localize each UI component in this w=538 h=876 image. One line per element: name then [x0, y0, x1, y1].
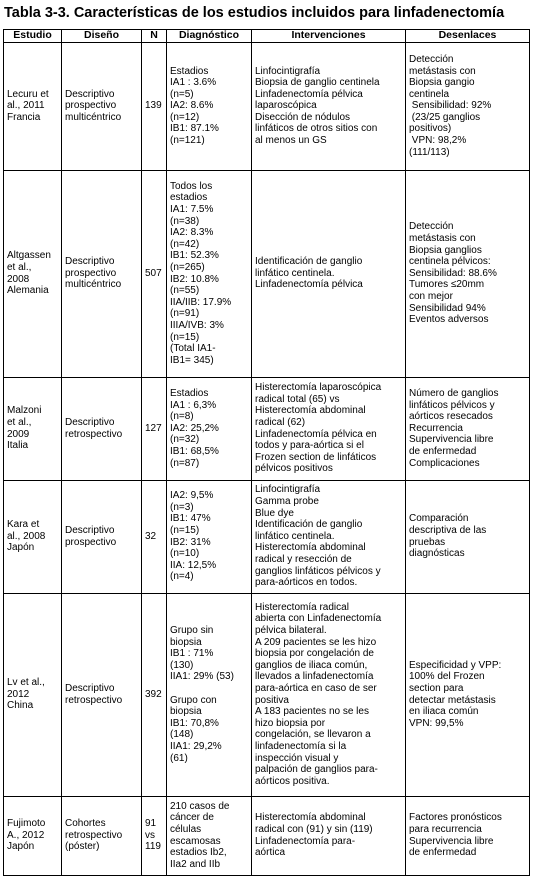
cell-n: 507: [142, 170, 167, 377]
table-row: [4, 593, 530, 796]
cell-diseno: Cohortes retrospectivo (póster): [62, 796, 142, 875]
cell-diagnostico: Estadios IA1 : 3.6% (n=5) IA2: 8.6% (n=12) IB1: 87.1% (n=121): [167, 42, 252, 170]
header-row: [4, 30, 530, 43]
cell-desenlaces: Factores pronósticos para recurrencia Supervivencia libre de enfermedad: [406, 796, 530, 875]
cell-diseno: Descriptivo prospectivo multicéntrico: [62, 170, 142, 377]
cell-diseno: Descriptivo retrospectivo: [62, 377, 142, 480]
table-row: [4, 796, 530, 875]
cell-estudio: Altgassen et al., 2008 Alemania: [4, 170, 62, 377]
table-title: Tabla 3-3. Características de los estudios incluidos para linfadenectomía: [4, 5, 505, 21]
cell-n: 32: [142, 480, 167, 593]
header-intervenciones: Intervenciones: [252, 30, 406, 43]
cell-intervenciones: Histerectomía radical abierta con Linfadenectomía pélvica bilateral. A 209 pacientes se les hizo biopsia por congelación de ganglios de iliaca común, llevados a linfadenectomía para-aórtica en caso de ser positiva A 183 pacientes no se les hizo biopsia por congelación, se llevaron a linfadenectomía si la inspección visual y palpación de ganglios para- aórticos positiva.: [252, 593, 406, 796]
cell-n: 91 vs 119: [142, 796, 167, 875]
cell-desenlaces: Comparación descriptiva de las pruebas diagnósticas: [406, 480, 530, 593]
cell-diagnostico: Grupo sin biopsia IB1 : 71% (130) IIA1: 29% (53) Grupo con biopsia IB1: 70,8% (148) IIA1: 29,2% (61): [167, 593, 252, 796]
cell-desenlaces: Detección metástasis con Biopsia ganglios centinela pélvicos: Sensibilidad: 88.6% Tumores ≤20mm con mejor Sensibilidad 94% Eventos adversos: [406, 170, 530, 377]
cell-diseno: Descriptivo prospectivo multicéntrico: [62, 42, 142, 170]
cell-intervenciones: Histerectomía laparoscópica radical total (65) vs Histerectomía abdominal radical (62) Linfadenectomía pélvica en todos y para-aórtica si el Frozen section de linfáticos pélvicos positivos: [252, 377, 406, 480]
cell-intervenciones: Linfocintigrafía Biopsia de ganglio centinela Linfadenectomía pélvica laparoscópica Disección de nódulos linfáticos de otros sitios con al menos un GS: [252, 42, 406, 170]
cell-diagnostico: 210 casos de cáncer de células escamosas estadios Ib2, IIa2 and IIb: [167, 796, 252, 875]
cell-diseno: Descriptivo retrospectivo: [62, 593, 142, 796]
table-row: [4, 480, 530, 593]
cell-intervenciones: Histerectomía abdominal radical con (91) y sin (119) Linfadenectomía para- aórtica: [252, 796, 406, 875]
header-estudio: Estudio: [4, 30, 62, 43]
table-row: [4, 170, 530, 377]
cell-diagnostico: IA2: 9,5% (n=3) IB1: 47% (n=15) IB2: 31% (n=10) IIA: 12,5% (n=4): [167, 480, 252, 593]
cell-n: 127: [142, 377, 167, 480]
cell-n: 139: [142, 42, 167, 170]
cell-estudio: Lecuru et al., 2011 Francia: [4, 42, 62, 170]
header-diseno: Diseño: [62, 30, 142, 43]
cell-estudio: Lv et al., 2012 China: [4, 593, 62, 796]
header-n: N: [142, 30, 167, 43]
header-desenlaces: Desenlaces: [406, 30, 530, 43]
cell-intervenciones: Linfocintigrafía Gamma probe Blue dye Identificación de ganglio linfático centinela. Histerectomía abdominal radical y resección de ganglios linfáticos pélvicos y para-aórticos en todos.: [252, 480, 406, 593]
cell-desenlaces: Detección metástasis con Biopsia gangio centinela Sensibilidad: 92% (23/25 ganglios positivos) VPN: 98,2% (111/113): [406, 42, 530, 170]
cell-diseno: Descriptivo prospectivo: [62, 480, 142, 593]
cell-estudio: Malzoni et al., 2009 Italia: [4, 377, 62, 480]
cell-diagnostico: Todos los estadios IA1: 7.5% (n=38) IA2: 8.3% (n=42) IB1: 52.3% (n=265) IB2: 10.8% (n=55) IIA/IIB: 17.9% (n=91) IIIA/IVB: 3% (n=15) (Total IA1- IB1= 345): [167, 170, 252, 377]
table-row: [4, 42, 530, 170]
studies-table: [3, 29, 530, 876]
cell-intervenciones: Identificación de ganglio linfático centinela. Linfadenectomía pélvica: [252, 170, 406, 377]
table-row: [4, 377, 530, 480]
cell-desenlaces: Número de ganglios linfáticos pélvicos y aórticos resecados Recurrencia Supervivencia libre de enfermedad Complicaciones: [406, 377, 530, 480]
cell-diagnostico: Estadios IA1 : 6,3% (n=8) IA2: 25,2% (n=32) IB1: 68,5% (n=87): [167, 377, 252, 480]
header-diagnostico: Diagnóstico: [167, 30, 252, 43]
cell-desenlaces: Especificidad y VPP: 100% del Frozen section para detectar metástasis en iliaca común VPN: 99,5%: [406, 593, 530, 796]
cell-estudio: Fujimoto A., 2012 Japón: [4, 796, 62, 875]
cell-estudio: Kara et al., 2008 Japón: [4, 480, 62, 593]
cell-n: 392: [142, 593, 167, 796]
